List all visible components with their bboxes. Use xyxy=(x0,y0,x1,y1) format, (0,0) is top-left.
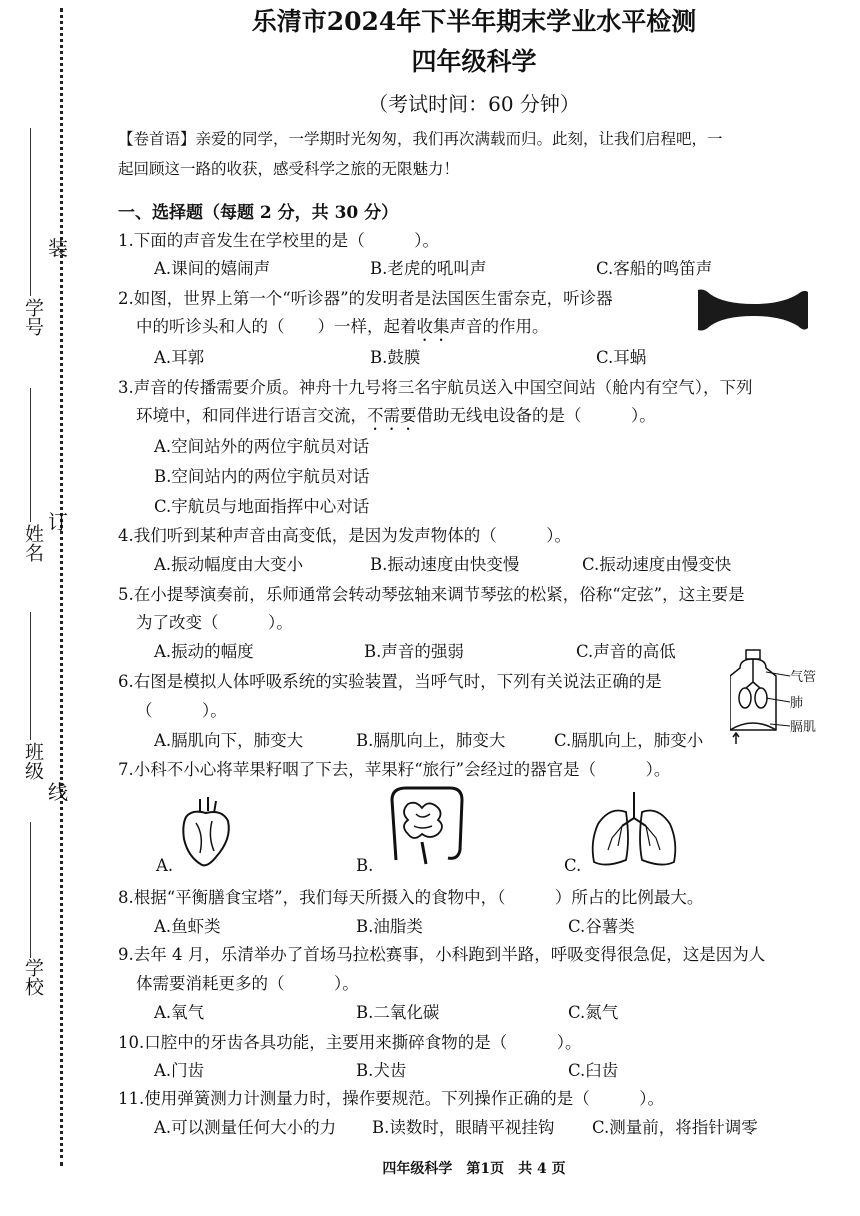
binding-mark-xian: 线 xyxy=(48,780,68,804)
question-1-option-c: C.客船的鸣笛声 xyxy=(596,259,713,278)
question-3-option-c: C.宇航员与地面指挥中心对话 xyxy=(154,497,370,516)
question-9-option-b: B.二氧化碳 xyxy=(356,1003,440,1022)
question-10-option-a: A.门齿 xyxy=(154,1061,205,1080)
section-title: 一、选择题（每题 2 分，共 30 分） xyxy=(118,203,399,223)
question-5-stem-line-2: 为了改变（ ）。 xyxy=(136,613,293,632)
question-7-option-a: A. xyxy=(156,856,174,875)
exam-duration: （考试时间：60 分钟） xyxy=(368,92,580,116)
question-6-option-c: C.膈肌向上，肺变小 xyxy=(554,731,704,750)
question-2-option-c: C.耳蜗 xyxy=(596,348,647,367)
question-8-stem: 8.根据“平衡膳食宝塔”，我们每天所摄入的食物中，（ ）所占的比例最大。 xyxy=(118,888,704,907)
xuehao-label: 学号 xyxy=(22,298,44,336)
question-7-stem: 7.小科不小心将苹果籽咽了下去，苹果籽“旅行”会经过的器官是（ ）。 xyxy=(118,760,671,779)
question-4-option-b: B.振动速度由快变慢 xyxy=(370,555,520,574)
question-8-option-c: C.谷薯类 xyxy=(568,917,635,936)
question-5-option-b: B.声音的强弱 xyxy=(364,642,464,661)
question-3-emphasis: 不需要 xyxy=(367,406,417,425)
question-3-stem-part-a: 环境中，和同伴进行语言交流， xyxy=(136,406,367,425)
question-3-stem: 3.声音的传播需要介质。神舟十九号将三名宇航员送入中国空间站（舱内有空气），下列 xyxy=(118,378,753,397)
question-5-option-a: A.振动的幅度 xyxy=(154,642,254,661)
question-11-option-b: B.读数时，眼睛平视挂钩 xyxy=(372,1118,555,1137)
question-9-option-c: C.氮气 xyxy=(568,1003,619,1022)
question-4-option-c: C.振动速度由慢变快 xyxy=(582,555,732,574)
intro-line-1: 【卷首语】亲爱的同学，一学期时光匆匆，我们再次满载而归。此刻，让我们启程吧，一 xyxy=(118,130,723,148)
question-6-option-b: B.膈肌向上，肺变大 xyxy=(356,731,506,750)
question-9-stem: 9.去年 4 月，乐清举办了首场马拉松赛事，小科跑到半路，呼吸变得很急促，这是因为人 xyxy=(118,945,766,964)
question-6-option-a: A.膈肌向下，肺变大 xyxy=(154,731,304,750)
question-10-option-b: B.犬齿 xyxy=(356,1061,407,1080)
binding-mark-zhuang: 装 xyxy=(48,236,68,260)
question-10-option-c: C.臼齿 xyxy=(568,1061,619,1080)
question-4-stem: 4.我们听到某种声音由高变低，是因为发声物体的（ ）。 xyxy=(118,526,571,545)
question-6-stem: 6.右图是模拟人体呼吸系统的实验装置，当呼气时，下列有关说法正确的是 xyxy=(118,672,662,691)
exam-title: 乐清市2024年下半年期末学业水平检测 xyxy=(251,7,697,36)
banji-label: 班级 xyxy=(22,742,44,780)
question-2-stem-part-c: 声音的作用。 xyxy=(449,317,549,336)
xuexiao-underline xyxy=(30,822,31,958)
question-6-stem-line-2: （ ）。 xyxy=(136,701,227,720)
question-1-option-b: B.老虎的吼叫声 xyxy=(370,259,487,278)
question-2-stem-part-a: 中的听诊头和人的（ ）一样，起着 xyxy=(136,317,417,336)
question-5-option-c: C.声音的高低 xyxy=(576,642,676,661)
question-8-option-a: A.鱼虾类 xyxy=(154,917,221,936)
question-8-option-b: B.油脂类 xyxy=(356,917,423,936)
question-2-stem: 2.如图，世界上第一个“听诊器”的发明者是法国医生雷奈克，听诊器 xyxy=(118,289,613,308)
question-3-stem-line-2 xyxy=(136,402,656,434)
question-7-option-b: B. xyxy=(356,856,374,875)
question-11-option-a: A.可以测量任何大小的力 xyxy=(154,1118,337,1137)
question-9-stem-line-2: 体需要消耗更多的（ ）。 xyxy=(136,974,359,993)
question-4-option-a: A.振动幅度由大变小 xyxy=(154,555,304,574)
binding-margin xyxy=(0,0,110,1216)
question-9-option-a: A.氧气 xyxy=(154,1003,205,1022)
page-footer: 四年级科学 第1页 共 4 页 xyxy=(382,1161,566,1177)
question-2-stem-line-2 xyxy=(136,313,549,345)
question-1-stem: 1.下面的声音发生在学校里的是（ ）。 xyxy=(118,231,439,250)
intestines-icon xyxy=(382,780,472,870)
xuehao-underline xyxy=(30,128,31,296)
question-7-option-c: C. xyxy=(564,856,582,875)
model-label-diaphragm: 膈肌 xyxy=(790,720,817,735)
question-3-option-a: A.空间站外的两位宇航员对话 xyxy=(154,437,370,456)
stethoscope-icon xyxy=(694,286,812,334)
xingming-label: 姓名 xyxy=(22,524,44,562)
exam-subject: 四年级科学 xyxy=(411,47,537,76)
xuexiao-label: 学校 xyxy=(22,958,44,996)
question-5-stem: 5.在小提琴演奏前，乐师通常会转动琴弦轴来调节琴弦的松紧，俗称“定弦”，这主要是 xyxy=(118,585,745,604)
question-10-stem: 10.口腔中的牙齿各具功能，主要用来撕碎食物的是（ ）。 xyxy=(118,1033,582,1052)
binding-dotted-line xyxy=(60,8,63,1166)
binding-mark-ding: 订 xyxy=(48,510,68,534)
question-3-stem-part-c: 借助无线电设备的是（ ）。 xyxy=(416,406,656,425)
model-label-trachea: 气管 xyxy=(790,670,817,685)
question-2-option-b: B.鼓膜 xyxy=(370,348,421,367)
intro-line-2: 起回顾这一路的收获，感受科学之旅的无限魅力！ xyxy=(118,160,460,178)
question-2-option-a: A.耳郭 xyxy=(154,348,205,367)
question-2-emphasis: 收集 xyxy=(416,317,450,336)
heart-icon xyxy=(178,795,234,871)
xingming-underline xyxy=(30,388,31,522)
banji-underline xyxy=(30,612,31,740)
question-3-option-b: B.空间站内的两位宇航员对话 xyxy=(154,467,370,486)
question-11-option-c: C.测量前，将指针调零 xyxy=(592,1118,758,1137)
question-11-stem: 11.使用弹簧测力计测量力时，操作要规范。下列操作正确的是（ ）。 xyxy=(118,1089,664,1108)
model-label-lung: 肺 xyxy=(790,696,804,711)
lungs-icon xyxy=(586,790,682,872)
question-1-option-a: A.课间的嬉闹声 xyxy=(154,259,271,278)
